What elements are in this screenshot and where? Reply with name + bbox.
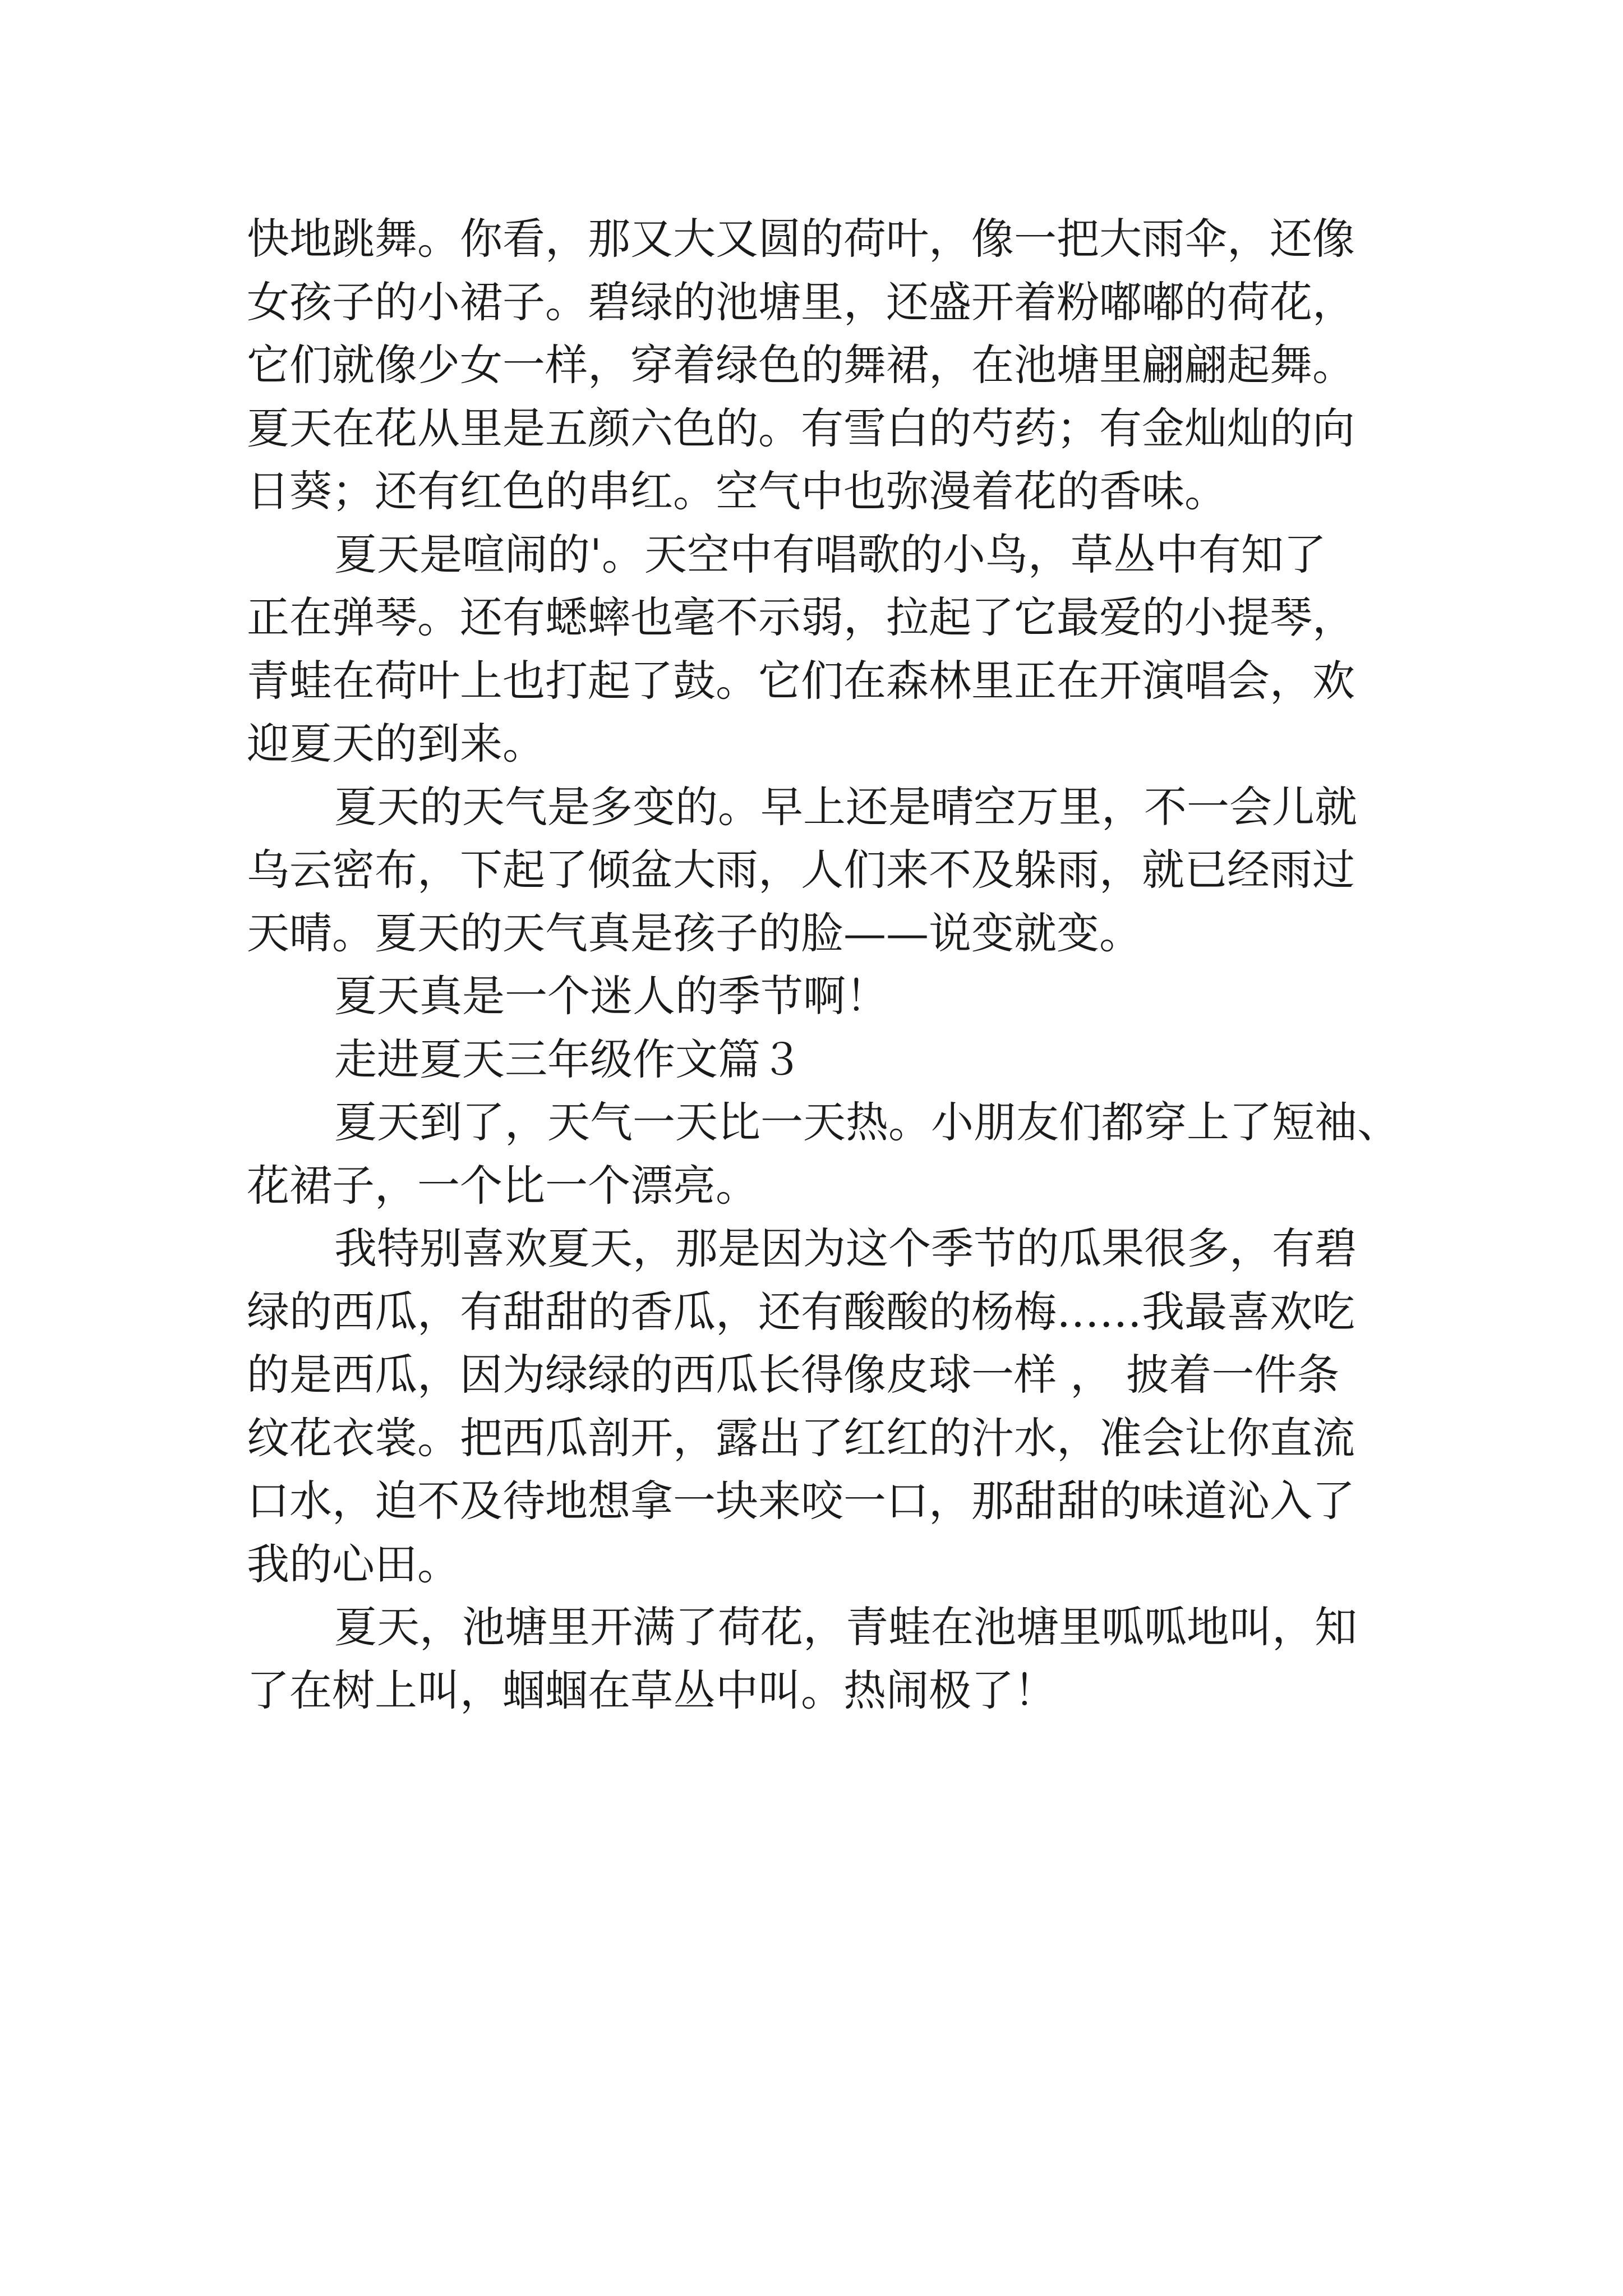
- text-line: 乌云密布，下起了倾盆大雨，人们来不及躲雨，就已经雨过: [247, 845, 1355, 895]
- text-line: 快地跳舞。你看，那又大又圆的荷叶，像一把大雨伞，还像: [247, 214, 1355, 264]
- text-line: 天晴。夏天的天气真是孩子的脸——说变就变。: [247, 908, 1142, 958]
- paragraph-noisy-summer: [247, 523, 1402, 776]
- text-line: 夏天在花从里是五颜六色的。有雪白的芍药；有金灿灿的向: [247, 403, 1355, 453]
- text-line: 夏天，池塘里开满了荷花，青蛙在池塘里呱呱地叫，知: [334, 1602, 1357, 1652]
- paragraph-pond: [247, 1596, 1402, 1722]
- text-line: 正在弹琴。还有蟋蟀也毫不示弱，拉起了它最爱的小提琴，: [247, 592, 1355, 642]
- paragraph-charming-season: [247, 965, 1402, 1028]
- paragraph-continuation: [247, 208, 1402, 523]
- text-line: 它们就像少女一样，穿着绿色的舞裙，在池塘里翩翩起舞。: [247, 340, 1355, 390]
- paragraph-essay-title: [247, 1028, 1402, 1092]
- text-line: 了在树上叫，蝈蝈在草丛中叫。热闹极了！: [247, 1665, 1057, 1715]
- text-line: 迎夏天的到来。: [247, 719, 545, 769]
- text-line: 口水，迫不及待地想拿一块来咬一口，那甜甜的味道沁入了: [247, 1476, 1355, 1526]
- text-line: 花裙子，一个比一个漂亮。: [247, 1160, 758, 1211]
- paragraph-changing-weather: [247, 776, 1402, 965]
- essay-title: 走进夏天三年级作文篇３: [334, 1034, 803, 1084]
- text-line: 夏天真是一个迷人的季节啊！: [334, 971, 888, 1021]
- text-line: 的是西瓜，因为绿绿的西瓜长得像皮球一样 ， 披着一件条: [247, 1350, 1340, 1400]
- text-line: 夏天到了，天气一天比一天热。小朋友们都穿上了短袖、: [334, 1097, 1400, 1147]
- text-line: 纹花衣裳。把西瓜剖开，露出了红红的汁水，准会让你直流: [247, 1412, 1355, 1463]
- text-line: 绿的西瓜，有甜甜的香瓜，还有酸酸的杨梅……我最喜欢吃: [247, 1286, 1355, 1337]
- text-line: 我特别喜欢夏天，那是因为这个季节的瓜果很多，有碧: [334, 1223, 1357, 1273]
- text-line: 青蛙在荷叶上也打起了鼓。它们在森林里正在开演唱会，欢: [247, 655, 1355, 706]
- text-line: 女孩子的小裙子。碧绿的池塘里，还盛开着粉嘟嘟的荷花，: [247, 277, 1355, 327]
- text-line: 日葵；还有红色的串红。空气中也弥漫着花的香味。: [247, 466, 1227, 516]
- text-line: 夏天的天气是多变的。早上还是晴空万里，不一会儿就: [334, 781, 1357, 832]
- text-line: 夏天是喧闹的'。天空中有唱歌的小鸟，草丛中有知了: [334, 529, 1326, 579]
- document-body: [247, 208, 1402, 1722]
- text-line: 我的心田。: [247, 1539, 460, 1589]
- paragraph-summer-arrived: [247, 1091, 1402, 1217]
- paragraph-fruits: [247, 1217, 1402, 1596]
